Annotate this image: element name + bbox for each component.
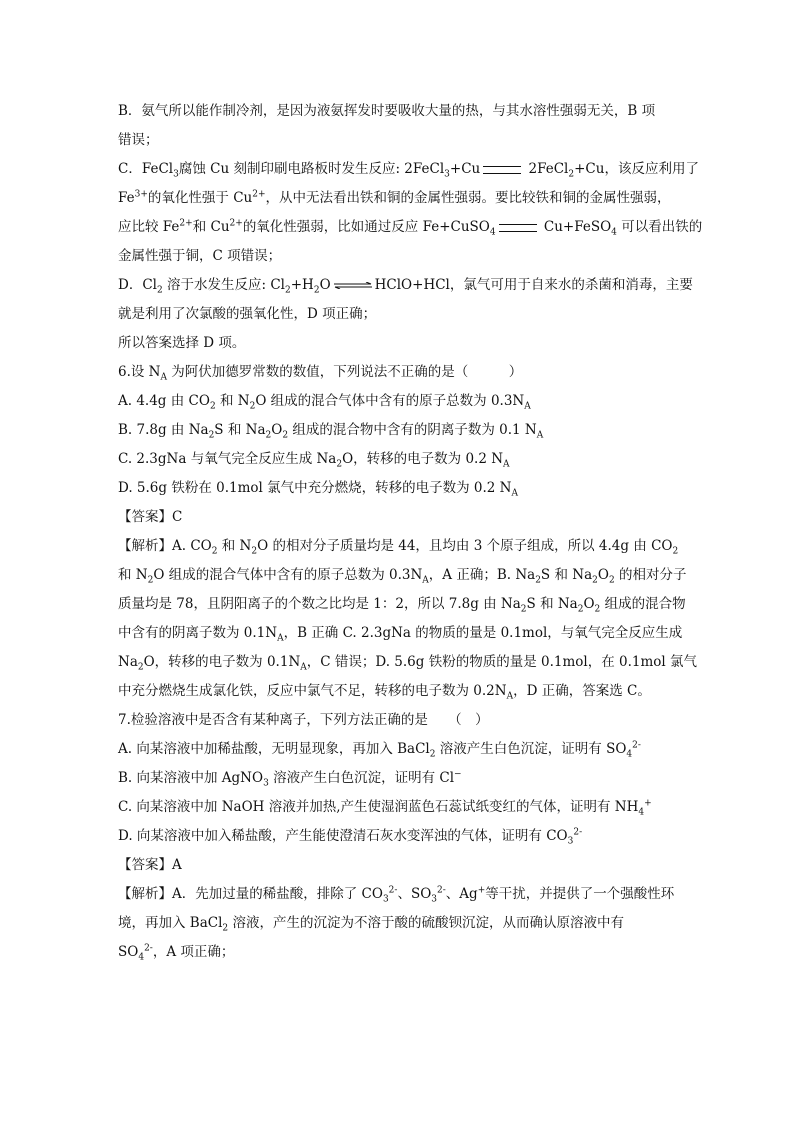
subscript: 4	[138, 952, 145, 963]
text: 的氧化性强弱，比如通过反应 Fe+CuSO	[242, 219, 490, 235]
subscript: 2	[285, 285, 291, 296]
question-7-analysis	[118, 880, 678, 909]
question-6-stem	[118, 358, 678, 387]
subscript: 2	[265, 430, 272, 441]
subscript: 4	[626, 749, 633, 760]
text: 6.设 N	[118, 364, 161, 380]
question-6-option-d	[118, 474, 678, 503]
text: 溶液产生白色沉淀，证明有 Cl	[268, 770, 455, 786]
text-line	[118, 184, 678, 213]
subscript: 2	[211, 546, 218, 557]
subscript: 3	[444, 169, 450, 180]
text-line	[118, 97, 678, 126]
subscript: 2	[672, 546, 679, 557]
text: 和 N	[215, 393, 250, 409]
subscript: A	[511, 488, 518, 499]
subscript: A	[503, 459, 510, 470]
text: 、SO	[397, 886, 432, 902]
subscript: A	[277, 633, 284, 644]
text: O，转移的电子数为 0.2 N	[342, 451, 504, 467]
superscript: 2-	[388, 885, 398, 896]
text: O	[583, 596, 595, 612]
text: B. 向某溶液中加 AgNO	[118, 770, 264, 786]
subscript: 3	[382, 894, 389, 905]
subscript: A	[422, 575, 429, 586]
superscript: +	[644, 798, 652, 809]
subscript: 4	[638, 807, 645, 818]
text: O	[597, 567, 609, 583]
text: 境，再加入 BaCl	[118, 915, 223, 931]
superscript: 2-	[632, 740, 641, 751]
text: O 组成的混合气体中含有的原子总数为 0.3N	[255, 393, 525, 409]
text-line	[118, 213, 703, 242]
text: S 和 Na	[540, 567, 593, 583]
question-6-option-c	[118, 445, 678, 474]
text: 、Ag	[445, 886, 478, 902]
subscript: A	[524, 401, 531, 412]
superscript: −	[454, 769, 462, 780]
text: ，A 项正确；	[152, 944, 235, 960]
text: 可以看出铁的	[616, 219, 703, 235]
text-line	[118, 648, 698, 677]
superscript: 2-	[573, 827, 583, 838]
subscript: 3	[263, 778, 269, 789]
text-line	[118, 126, 678, 155]
subscript: 2	[209, 401, 216, 412]
question-7-option-c	[118, 793, 678, 822]
subscript: 2	[208, 430, 215, 441]
subscript: A	[160, 372, 167, 383]
text-line	[118, 938, 678, 967]
subscript: 3	[173, 169, 179, 180]
subscript: A	[300, 662, 307, 673]
subscript: 2	[156, 285, 163, 296]
superscript: 2+	[179, 218, 193, 229]
text: O	[319, 277, 331, 293]
text: 的相对分子	[614, 567, 687, 583]
text: 金属性强于铜，C 项错误；	[118, 248, 282, 264]
text: ，B 正确 C. 2.3gNa 的物质的量是 0.1mol，与氧气完全反应生成	[283, 625, 683, 641]
text: SO	[118, 944, 139, 960]
text: 组成的混合物	[600, 596, 686, 612]
text: +Cu	[449, 161, 481, 177]
text-line	[118, 909, 678, 938]
question-6-option-a	[118, 387, 678, 416]
question-7-option-a	[118, 735, 678, 764]
text-line	[118, 242, 678, 271]
subscript: 2	[535, 575, 541, 586]
text-line	[118, 300, 678, 329]
subscript: 2	[594, 604, 601, 615]
question-7-option-d	[118, 822, 678, 851]
text-line	[118, 561, 687, 590]
text: O 组成的混合气体中含有的原子总数为 0.3N	[153, 567, 423, 583]
subscript: A	[536, 430, 544, 441]
subscript: 2	[592, 575, 598, 586]
text: 的氧化性强于 Cu	[147, 190, 253, 206]
text: B. 7.8g 由 Na	[118, 422, 209, 438]
text: 中含有的阴离子数为 0.1N	[118, 625, 278, 641]
text-line	[118, 590, 686, 619]
question-6-option-b	[118, 416, 678, 445]
text: 中充分燃烧生成氯化铁，反应中氯气不足，转移的电子数为 0.2N	[118, 683, 507, 699]
text: 组成的混合物中含有的阴离子数为 0.1 N	[288, 422, 537, 438]
superscript: 3+	[134, 189, 148, 200]
text-line	[118, 619, 683, 648]
superscript: +	[477, 885, 486, 896]
text: 和 Cu	[192, 219, 230, 235]
subscript: 2	[137, 662, 144, 673]
subscript: 2	[251, 546, 258, 557]
text: Cu+FeSO	[539, 219, 612, 235]
subscript: 2	[608, 575, 615, 586]
text: 2FeCl	[524, 161, 569, 177]
subscript: 2	[313, 285, 320, 296]
text: O	[271, 422, 283, 438]
text: 就是利用了次氯酸的强氧化性，D 项正确；	[118, 306, 377, 322]
superscript: 2+	[229, 218, 243, 229]
text: 错误；	[118, 132, 159, 148]
text: 腐蚀 Cu 刻制印刷电路板时发生反应: 2FeCl	[178, 161, 445, 177]
question-6-analysis	[118, 532, 678, 561]
text: 等干扰，并提供了一个强酸性环	[485, 886, 675, 902]
text: 【解析】A．先加过量的稀盐酸，排除了 CO	[118, 886, 383, 902]
text-line	[118, 677, 678, 706]
subscript: A	[506, 691, 514, 702]
text-line	[118, 329, 678, 358]
text: 7.检验溶液中是否含有某种离子，下列方法正确的是 （ ）	[118, 712, 489, 728]
superscript: 2-	[144, 943, 153, 954]
subscript: 2	[577, 604, 584, 615]
question-7-option-b	[118, 764, 678, 793]
text: 质量均是 78，且阴阳离子的个数之比均是 1：2，所以 7.8g 由 Na	[118, 596, 521, 612]
text: O，转移的电子数为 0.1N	[143, 654, 301, 670]
subscript: 2	[282, 430, 289, 441]
subscript: 2	[568, 169, 575, 180]
text: ，C 错误；D. 5.6g 铁粉的物质的量是 0.1mol，在 0.1mol 氯气	[306, 654, 698, 670]
text: ，D 正确，答案选 C。	[513, 683, 651, 699]
subscript: 4	[489, 227, 496, 238]
text: 溶液，产生的沉淀为不溶于酸的硫酸钡沉淀，从而确认原溶液中有	[228, 915, 624, 931]
text-line	[118, 155, 699, 184]
superscript: 2+	[252, 189, 266, 200]
text: ，从中无法看出铁和铜的金属性强弱。要比较铁和铜的金属性强弱，	[265, 190, 671, 206]
equals-sign	[499, 224, 537, 232]
text: 【解析】A. CO	[118, 538, 212, 554]
subscript: 4	[611, 227, 617, 238]
text: 【答案】C	[118, 509, 183, 525]
text-line	[118, 271, 693, 300]
reversible-arrow-icon	[333, 282, 373, 289]
subscript: 3	[431, 894, 438, 905]
question-7-stem	[118, 706, 678, 735]
subscript: 2	[520, 604, 527, 615]
subscript: 2	[249, 401, 256, 412]
superscript: 2-	[437, 885, 446, 896]
subscript: 2	[429, 749, 436, 760]
text: 溶液产生白色沉淀，证明有 SO	[435, 741, 627, 757]
text: 和 N	[217, 538, 252, 554]
text: C. 2.3gNa 与氧气完全反应生成 Na	[118, 451, 337, 467]
question-6-answer	[118, 503, 678, 532]
document-body	[118, 97, 703, 967]
text: C．FeCl	[118, 161, 174, 177]
text: A. 向某溶液中加稀盐酸，无明显现象，再加入 BaCl	[118, 741, 430, 757]
text: HClO+HCl，氯气可用于自来水的杀菌和消毒，主要	[374, 277, 693, 293]
subscript: 3	[567, 836, 574, 847]
text: +Cu，该反应利用了	[574, 161, 699, 177]
text: 应比较 Fe	[118, 219, 180, 235]
text: +H	[290, 277, 314, 293]
text: Na	[118, 654, 138, 670]
text: 和 N	[118, 567, 148, 583]
text: D. 5.6g 铁粉在 0.1mol 氯气中充分燃烧，转移的电子数为 0.2 N	[118, 480, 512, 496]
text: 为阿伏加德罗常数的数值，下列说法不正确的是（ ）	[166, 364, 523, 380]
text: S 和 Na	[526, 596, 578, 612]
text: S 和 Na	[214, 422, 266, 438]
text: 溶于水发生反应: Cl	[162, 277, 285, 293]
text: O 的相对分子质量均是 44，且均由 3 个原子组成，所以 4.4g 由 CO	[257, 538, 673, 554]
text: B．氨气所以能作制冷剂，是因为液氨挥发时要吸收大量的热，与其水溶性强弱无关，B 项	[118, 103, 656, 119]
subscript: 2	[147, 575, 154, 586]
text: 【答案】A	[118, 857, 182, 873]
subscript: 2	[336, 459, 343, 470]
subscript: 2	[222, 923, 229, 934]
equals-sign	[483, 166, 521, 174]
text: D．Cl	[118, 277, 157, 293]
text: A. 4.4g 由 CO	[118, 393, 210, 409]
text: C. 向某溶液中加 NaOH 溶液并加热,产生使湿润蓝色石蕊试纸变红的气体，证明有 NH	[118, 799, 639, 815]
text: Fe	[118, 190, 135, 206]
text: ，A 正确；B. Na	[428, 567, 536, 583]
text: D. 向某溶液中加入稀盐酸，产生能使澄清石灰水变浑浊的气体，证明有 CO	[118, 828, 568, 844]
text: 所以答案选择 D 项。	[118, 335, 246, 351]
question-7-answer	[118, 851, 678, 880]
